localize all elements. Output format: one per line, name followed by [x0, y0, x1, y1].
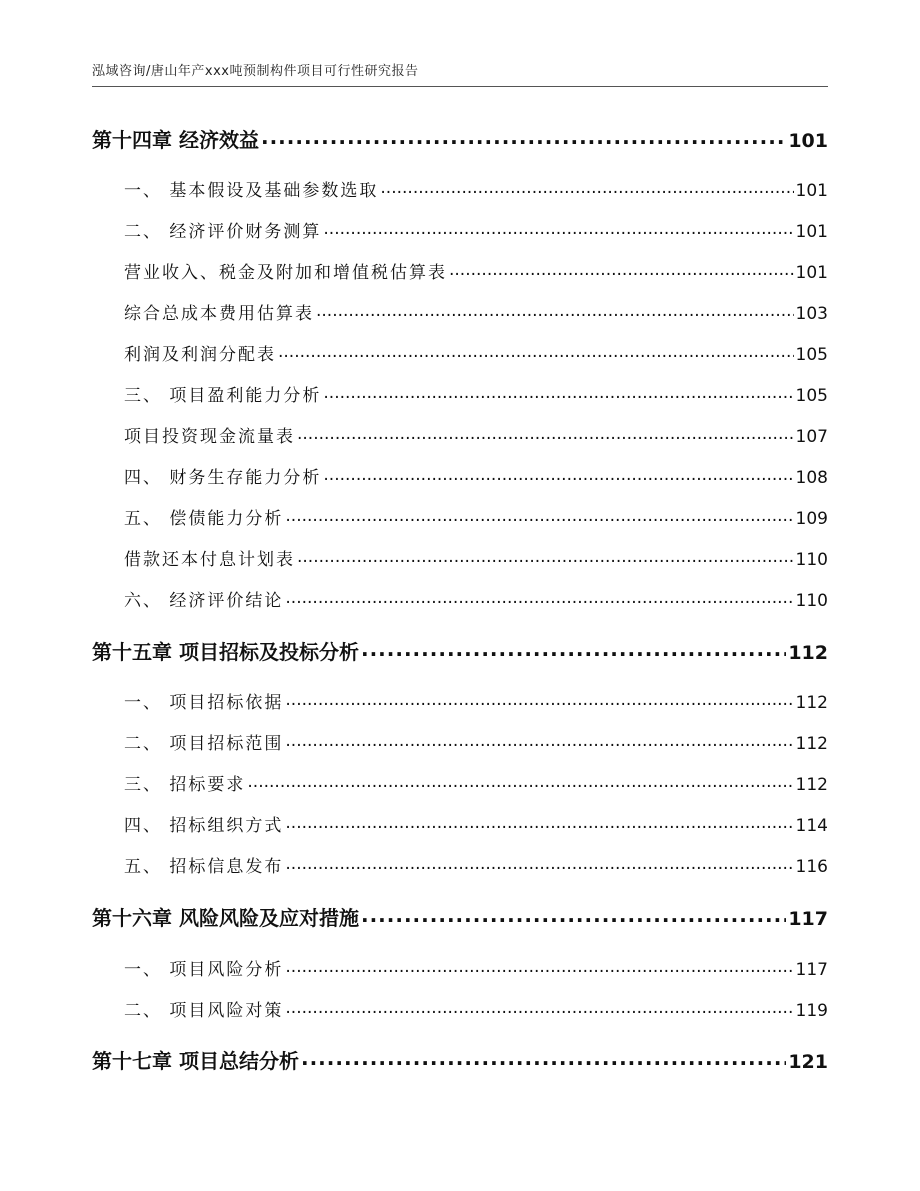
toc-leader-dots [285, 589, 793, 606]
toc-entry-title: 综合总成本费用估算表 [124, 304, 314, 324]
toc-leader-dots [285, 732, 793, 749]
toc-entry-page: 112 [795, 693, 828, 713]
toc-entry[interactable] [92, 217, 828, 242]
toc-entry[interactable] [92, 463, 828, 488]
toc-entry-page: 108 [795, 468, 828, 488]
toc-entry[interactable] [92, 176, 828, 201]
toc-entry-page: 112 [795, 734, 828, 754]
toc-entry-title: 二、 项目招标范围 [124, 734, 284, 754]
toc-entry-page: 101 [795, 222, 828, 242]
toc-leader-dots [285, 855, 793, 872]
toc-entry-page: 117 [795, 960, 828, 980]
toc-entry[interactable] [92, 504, 828, 529]
toc-leader-dots [380, 179, 793, 196]
toc-entry-title: 营业收入、税金及附加和增值税估算表 [124, 263, 447, 283]
toc-entry-title: 第十四章 经济效益 [92, 128, 259, 152]
toc-leader-dots [301, 1048, 786, 1068]
toc-entry[interactable] [92, 729, 828, 754]
toc-entry-title: 借款还本付息计划表 [124, 550, 295, 570]
toc-entry-page: 110 [795, 591, 828, 611]
toc-entry-title: 二、 项目风险对策 [124, 1001, 284, 1021]
toc-entry[interactable] [92, 996, 828, 1021]
toc-entry[interactable] [92, 688, 828, 713]
toc-entry-page: 119 [795, 1001, 828, 1021]
toc-entry-title: 一、 项目招标依据 [124, 693, 284, 713]
toc-entry-page: 116 [795, 857, 828, 877]
toc-leader-dots [278, 343, 794, 360]
toc-entry-page: 121 [788, 1051, 828, 1073]
toc-leader-dots [361, 639, 786, 659]
toc-entry-title: 一、 项目风险分析 [124, 960, 284, 980]
toc-entry[interactable] [92, 422, 828, 447]
toc-entry[interactable] [92, 299, 828, 324]
toc-leader-dots [261, 127, 786, 147]
toc-entry[interactable] [92, 770, 828, 795]
header-divider [92, 86, 828, 87]
toc-entry-page: 101 [788, 130, 828, 152]
toc-leader-dots [297, 548, 794, 565]
toc-entry-title: 四、 招标组织方式 [124, 816, 284, 836]
toc-leader-dots [285, 999, 793, 1016]
toc-entry-page: 112 [788, 642, 828, 664]
toc-entry-title: 三、 招标要求 [124, 775, 246, 795]
toc-entry-page: 110 [795, 550, 828, 570]
toc-entry-title: 利润及利润分配表 [124, 345, 276, 365]
toc-leader-dots [285, 691, 793, 708]
toc-leader-dots [316, 302, 794, 319]
toc-leader-dots [323, 220, 793, 237]
toc-chapter-17[interactable] [92, 1045, 828, 1074]
toc-entry-page: 112 [795, 775, 828, 795]
toc-entry[interactable] [92, 586, 828, 611]
toc-leader-dots [297, 425, 794, 442]
toc-leader-dots [285, 507, 793, 524]
toc-entry-page: 109 [795, 509, 828, 529]
toc-entry-page: 107 [795, 427, 828, 447]
toc-entry[interactable] [92, 545, 828, 570]
toc-entry-title: 五、 偿债能力分析 [124, 509, 284, 529]
toc-entry-title: 第十七章 项目总结分析 [92, 1049, 299, 1073]
toc-entry-page: 103 [795, 304, 828, 324]
toc-entry-page: 101 [795, 181, 828, 201]
toc-entry-title: 一、 基本假设及基础参数选取 [124, 181, 379, 201]
toc-entry[interactable] [92, 381, 828, 406]
toc-entry[interactable] [92, 852, 828, 877]
toc-entry-title: 四、 财务生存能力分析 [124, 468, 322, 488]
toc-leader-dots [323, 384, 793, 401]
toc-leader-dots [323, 466, 793, 483]
toc-leader-dots [285, 958, 793, 975]
toc-entry-title: 三、 项目盈利能力分析 [124, 386, 322, 406]
page-header: 泓域咨询/唐山年产xxx吨预制构件项目可行性研究报告 [92, 64, 419, 79]
toc-entry-title: 项目投资现金流量表 [124, 427, 295, 447]
toc-entry-page: 105 [795, 345, 828, 365]
toc-entry-title: 第十五章 项目招标及投标分析 [92, 640, 359, 664]
toc-entry[interactable] [92, 258, 828, 283]
toc-entry-page: 101 [795, 263, 828, 283]
toc-entry-page: 105 [795, 386, 828, 406]
toc-entry[interactable] [92, 955, 828, 980]
toc-leader-dots [247, 773, 793, 790]
toc-entry[interactable] [92, 811, 828, 836]
toc-leader-dots [285, 814, 793, 831]
toc-leader-dots [361, 905, 786, 925]
toc-entry-title: 五、 招标信息发布 [124, 857, 284, 877]
toc-entry-title: 第十六章 风险风险及应对措施 [92, 906, 359, 930]
toc-chapter-14[interactable] [92, 124, 828, 153]
toc-chapter-16[interactable] [92, 902, 828, 931]
toc-entry-title: 六、 经济评价结论 [124, 591, 284, 611]
toc-leader-dots [449, 261, 794, 278]
toc-chapter-15[interactable] [92, 636, 828, 665]
toc-entry-page: 114 [795, 816, 828, 836]
toc-entry-page: 117 [788, 908, 828, 930]
toc-entry[interactable] [92, 340, 828, 365]
toc-entry-title: 二、 经济评价财务测算 [124, 222, 322, 242]
